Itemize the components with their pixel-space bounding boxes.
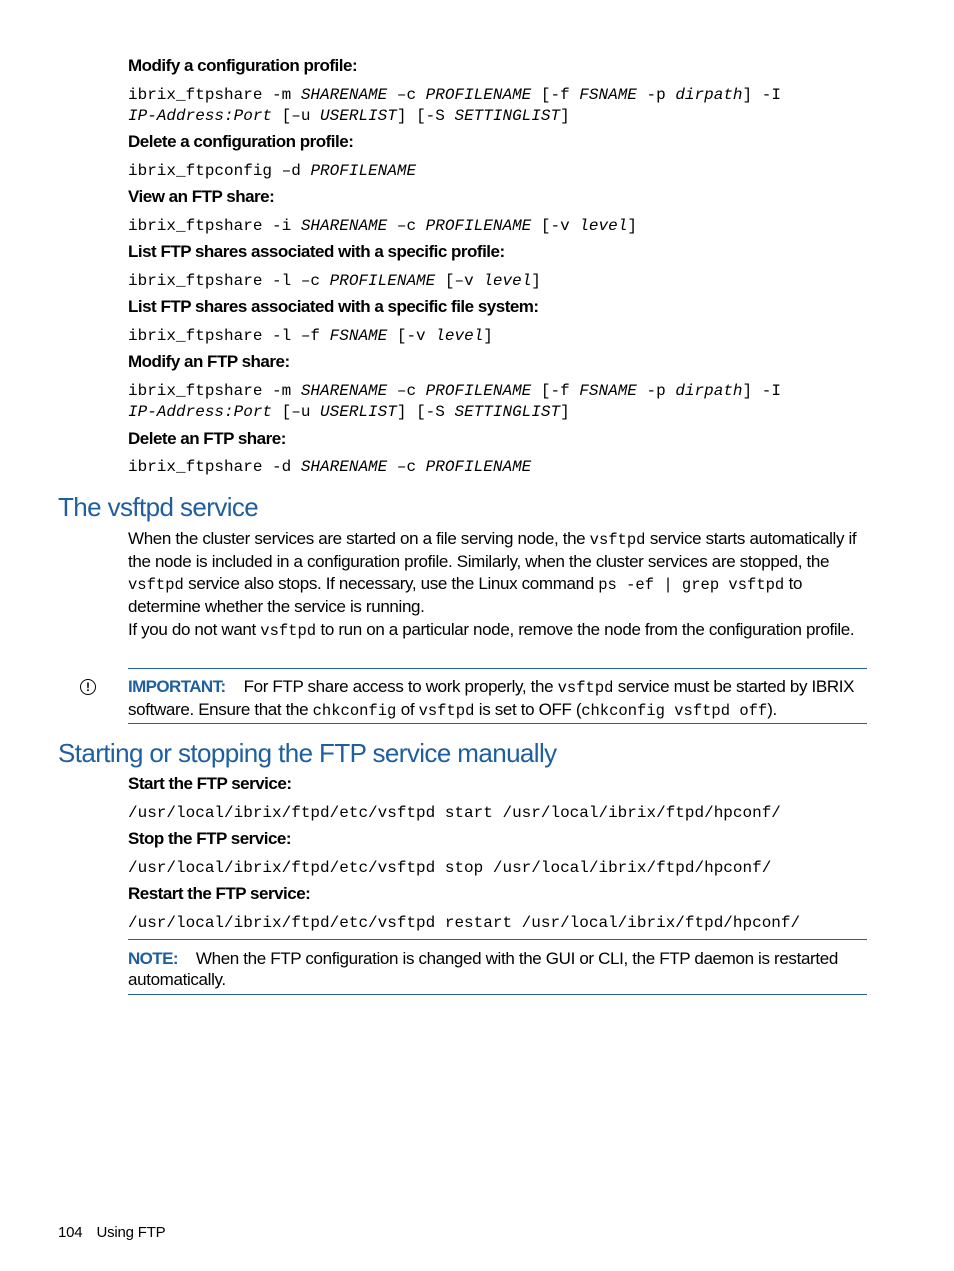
command-placeholder: PROFILENAME (425, 382, 532, 400)
restart-service-label: Restart the FTP service: (128, 884, 311, 903)
command-text: –c (387, 458, 426, 476)
command-placeholder: PROFILENAME (310, 162, 417, 180)
modify-profile-command-line-1 (128, 85, 781, 105)
command-text: [–u (272, 403, 321, 421)
command-text: ] -I (742, 86, 781, 104)
command-placeholder: PROFILENAME (425, 217, 532, 235)
important-text (128, 677, 854, 719)
inline-text: service starts automatically if the node is included in a configuration profile. Similarly, when the cluster services are stopped, the (128, 529, 857, 572)
command-text: ] (483, 327, 493, 345)
command-text: [-f (531, 86, 580, 104)
command-placeholder: PROFILENAME (425, 86, 532, 104)
command-text: [-v (531, 217, 580, 235)
restart-service-command: /usr/local/ibrix/ftpd/etc/vsftpd restart /usr/local/ibrix/ftpd/hpconf/ (128, 914, 801, 932)
command-text: –c (387, 86, 426, 104)
command-text: ] [-S (396, 107, 455, 125)
command-text: -p (636, 86, 676, 104)
command-placeholder: PROFILENAME (425, 458, 532, 476)
inline-text: service must be started by IBRIX software. Ensure that the (128, 677, 855, 720)
command-placeholder: SHARENAME (300, 458, 388, 476)
command-text: -p (636, 382, 676, 400)
inline-text: to run on a particular node, remove the node from the configuration profile. (316, 620, 855, 639)
command-placeholder: level (579, 217, 628, 235)
delete-profile-command (128, 161, 416, 181)
inline-text: to determine whether the service is running. (128, 573, 803, 616)
delete-profile-label: Delete a configuration profile: (128, 132, 354, 151)
delete-share-label: Delete an FTP share: (128, 429, 286, 448)
inline-code: vsftpd (128, 575, 184, 594)
vsftpd-paragraph-1 (128, 528, 873, 617)
list-by-filesystem-command (128, 326, 493, 346)
command-text: ] -I (742, 382, 781, 400)
inline-text: of (396, 700, 419, 720)
important-icon: ! (80, 679, 96, 695)
stop-service-command: /usr/local/ibrix/ftpd/etc/vsftpd stop /usr/local/ibrix/ftpd/hpconf/ (128, 859, 772, 877)
command-text: ibrix_ftpconfig –d (128, 162, 311, 180)
list-by-filesystem-label: List FTP shares associated with a specific file system: (128, 297, 539, 316)
section-heading-vsftpd: The vsftpd service (58, 492, 259, 522)
important-top-rule (128, 668, 867, 669)
note-callout (128, 948, 873, 991)
inline-text: ). (767, 700, 777, 720)
command-text: ] (531, 272, 541, 290)
command-text: [–u (272, 107, 321, 125)
inline-text: For FTP share access to work properly, the (243, 677, 558, 696)
command-text: [-v (387, 327, 436, 345)
command-text: ibrix_ftpshare -l –f (128, 327, 330, 345)
command-text: ] (560, 403, 570, 421)
command-placeholder: SETTINGLIST (454, 107, 561, 125)
command-placeholder: PROFILENAME (329, 272, 436, 290)
command-text: ibrix_ftpshare -l –c (128, 272, 330, 290)
command-placeholder: FSNAME (329, 327, 388, 345)
command-text: ibrix_ftpshare -m (128, 382, 301, 400)
command-text: –c (387, 217, 426, 235)
command-placeholder: dirpath (675, 382, 743, 400)
command-text: ibrix_ftpshare -d (128, 458, 301, 476)
command-placeholder: SHARENAME (300, 217, 388, 235)
inline-code: vsftpd (557, 679, 614, 697)
start-service-command: /usr/local/ibrix/ftpd/etc/vsftpd start /usr/local/ibrix/ftpd/hpconf/ (128, 804, 781, 822)
command-placeholder: SHARENAME (300, 86, 388, 104)
view-share-label: View an FTP share: (128, 187, 275, 206)
inline-text: is set to OFF ( (474, 700, 582, 720)
list-by-profile-command (128, 271, 541, 291)
modify-profile-label: Modify a configuration profile: (128, 56, 358, 75)
command-text: ibrix_ftpshare -i (128, 217, 301, 235)
stop-service-label: Stop the FTP service: (128, 829, 292, 848)
important-bottom-rule (128, 723, 867, 724)
command-placeholder: SHARENAME (300, 382, 388, 400)
modify-share-label: Modify an FTP share: (128, 352, 290, 371)
command-placeholder: IP-Address:Port (128, 403, 273, 421)
command-placeholder: dirpath (675, 86, 743, 104)
list-by-profile-label: List FTP shares associated with a specific profile: (128, 242, 505, 261)
command-text: [-f (531, 382, 580, 400)
modify-share-command-line-1 (128, 381, 781, 401)
note-label: NOTE: (128, 949, 178, 968)
note-text: When the FTP configuration is changed with the GUI or CLI, the FTP daemon is restarted automatically. (128, 949, 838, 990)
command-placeholder: FSNAME (579, 382, 637, 400)
inline-code: vsftpd (260, 622, 317, 640)
command-placeholder: IP-Address:Port (128, 107, 273, 125)
inline-text: service also stops. If necessary, use the Linux command (183, 573, 599, 593)
inline-code: chkconfig (312, 702, 397, 721)
command-placeholder: SETTINGLIST (454, 403, 561, 421)
command-placeholder: level (435, 327, 484, 345)
command-placeholder: level (483, 272, 532, 290)
important-label: IMPORTANT: (128, 677, 226, 696)
section-heading-manual: Starting or stopping the FTP service manually (58, 738, 557, 768)
command-placeholder: USERLIST (320, 403, 397, 421)
modify-profile-command-line-2 (128, 106, 570, 126)
command-text: ] (627, 217, 637, 235)
inline-text: When the cluster services are started on a file serving node, the (128, 529, 590, 548)
command-text: [–v (435, 272, 484, 290)
note-bottom-rule (128, 994, 867, 995)
start-service-label: Start the FTP service: (128, 774, 292, 793)
command-text: ] (560, 107, 570, 125)
inline-code: chkconfig vsftpd off (581, 702, 768, 721)
page-number: 104 (58, 1224, 83, 1241)
inline-code: ps -ef | grep vsftpd (598, 575, 785, 594)
vsftpd-paragraph-2 (128, 619, 873, 642)
command-placeholder: FSNAME (579, 86, 637, 104)
view-share-command (128, 216, 637, 236)
inline-text: If you do not want (128, 620, 261, 639)
command-text: –c (387, 382, 426, 400)
page-footer (58, 1224, 166, 1241)
note-top-rule (128, 939, 867, 940)
inline-code: vsftpd (418, 702, 475, 721)
important-callout (128, 676, 873, 723)
chapter-title: Using FTP (96, 1224, 166, 1241)
delete-share-command (128, 457, 531, 477)
inline-code: vsftpd (589, 531, 646, 549)
command-text: ] [-S (396, 403, 455, 421)
modify-share-command-line-2 (128, 402, 570, 422)
command-placeholder: USERLIST (320, 107, 397, 125)
command-text: ibrix_ftpshare -m (128, 86, 301, 104)
